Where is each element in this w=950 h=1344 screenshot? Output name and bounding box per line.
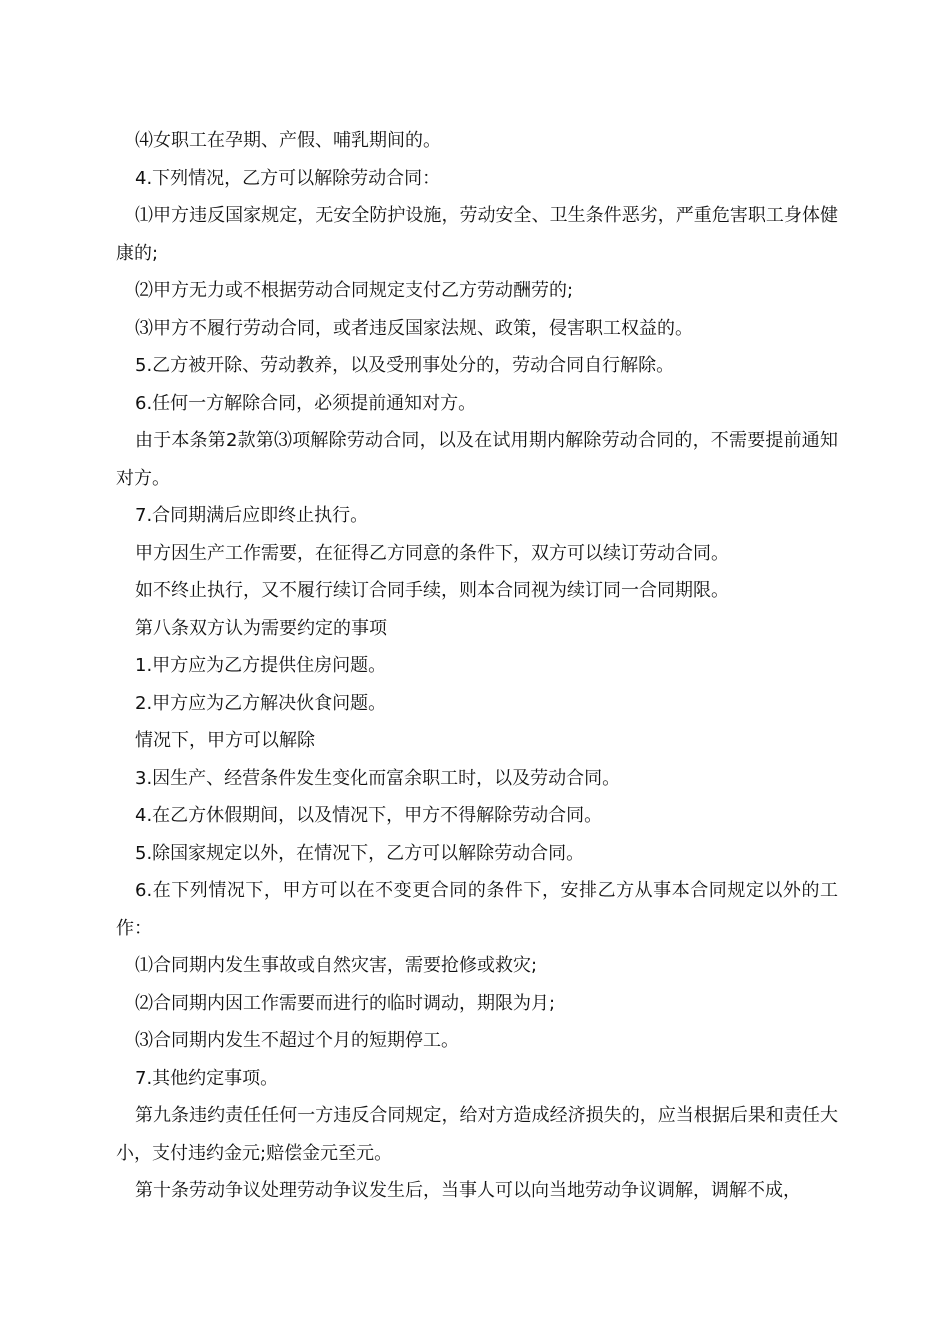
paragraph: 由于本条第2款第⑶项解除劳动合同，以及在试用期内解除劳动合同的，不需要提前通知对方。 [116,430,838,489]
paragraph: 4.在乙方休假期间，以及情况下，甲方不得解除劳动合同。 [135,805,603,826]
paragraph: ⑶甲方不履行劳动合同，或者违反国家法规、政策，侵害职工权益的。 [135,317,693,339]
paragraph: ⑷女职工在孕期、产假、哺乳期间的。 [135,130,441,151]
paragraph: ⑶合同期内发生不超过个月的短期停工。 [135,1030,459,1051]
paragraph: ⑴合同期内发生事故或自然灾害，需要抢修或救灾; [135,955,538,976]
section-heading: 第九条违约责任任何一方违反合同规定，给对方造成经济损失的，应当根据后果和责任大小，支付违约金元;赔偿金元至元。 [116,1105,838,1164]
paragraph: 7.其他约定事项。 [135,1067,279,1089]
document-body [116,122,838,1210]
paragraph: 情况下，甲方可以解除 [135,730,315,751]
paragraph: 5.除国家规定以外，在情况下，乙方可以解除劳动合同。 [135,842,585,864]
section-heading: 第十条劳动争议处理劳动争议发生后，当事人可以向当地劳动争议调解，调解不成， [135,1180,801,1201]
paragraph: 如不终止执行，又不履行续订合同手续，则本合同视为续订同一合同期限。 [135,580,729,601]
paragraph: 甲方因生产工作需要，在征得乙方同意的条件下，双方可以续订劳动合同。 [135,542,729,564]
paragraph: 5.乙方被开除、劳动教养，以及受刑事处分的，劳动合同自行解除。 [135,355,675,376]
paragraph: 7.合同期满后应即终止执行。 [135,505,369,526]
section-heading: 第八条双方认为需要约定的事项 [135,617,387,639]
paragraph: ⑵合同期内因工作需要而进行的临时调动，期限为月; [135,992,556,1014]
paragraph: 2.甲方应为乙方解决伙食问题。 [135,692,387,714]
paragraph: 6.在下列情况下，甲方可以在不变更合同的条件下，安排乙方从事本合同规定以外的工作： [116,880,838,939]
paragraph: 4.下列情况，乙方可以解除劳动合同： [135,167,441,189]
paragraph: 6.任何一方解除合同，必须提前通知对方。 [135,392,477,414]
paragraph: ⑴甲方违反国家规定，无安全防护设施，劳动安全、卫生条件恶劣，严重危害职工身体健康的; [116,205,838,264]
paragraph: 3.因生产、经营条件发生变化而富余职工时，以及劳动合同。 [135,767,621,789]
paragraph: 1.甲方应为乙方提供住房问题。 [135,655,387,676]
paragraph: ⑵甲方无力或不根据劳动合同规定支付乙方劳动酬劳的; [135,280,574,301]
